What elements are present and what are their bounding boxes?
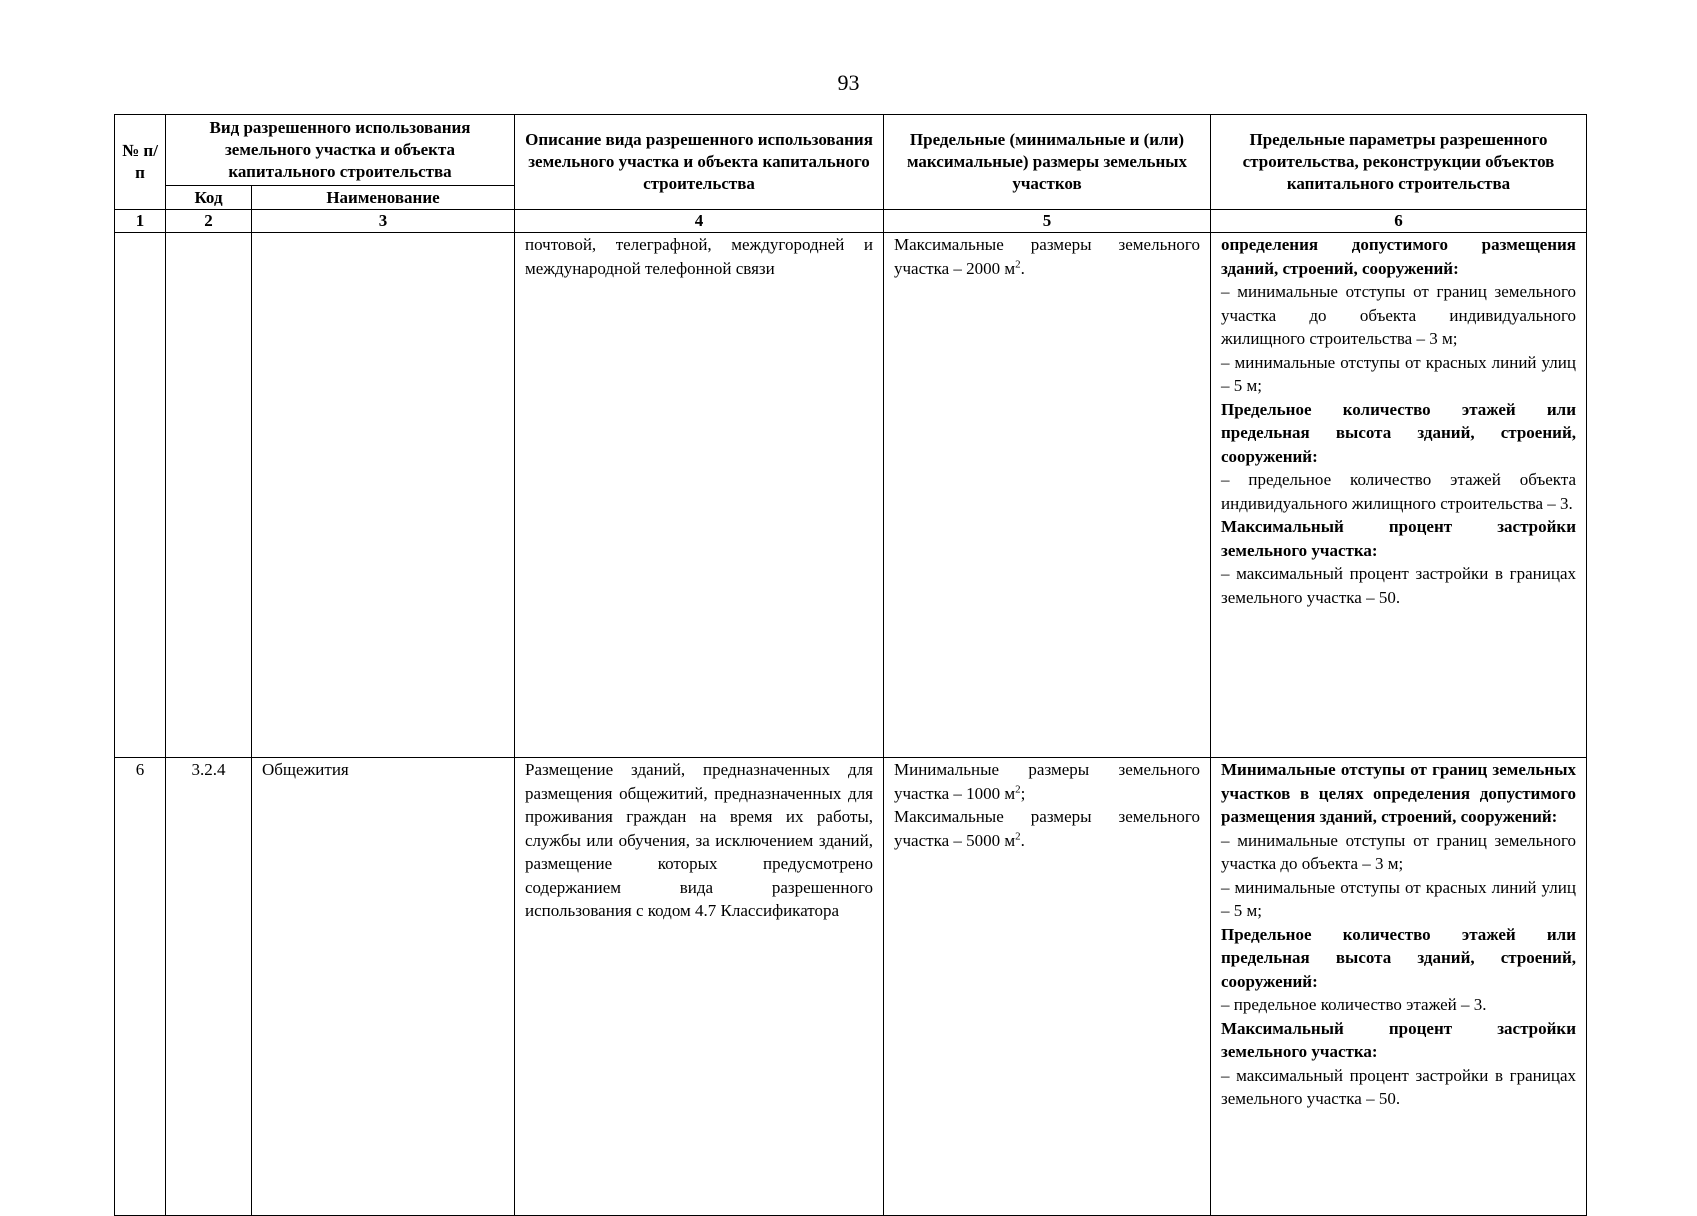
param-item: – минимальные отступы от границ земельного участка до объекта индивидуального жилищного строительства – 3 м; — [1221, 282, 1576, 348]
param-item: – минимальные отступы от границ земельного участка до объекта – 3 м; — [1221, 830, 1576, 873]
header-row — [115, 115, 1587, 186]
row-name: Общежития — [252, 758, 515, 1216]
table-row — [115, 233, 1587, 758]
header-code: Код — [166, 186, 252, 210]
param-heading: Максимальный процент застройки земельного участка: — [1221, 517, 1576, 560]
param-heading: определения допустимого размещения зданий, строений, сооружений: — [1221, 235, 1576, 278]
row-code — [166, 233, 252, 758]
table-row — [115, 758, 1587, 1216]
row-number: 6 — [115, 758, 166, 1216]
plot-size-line: Минимальные размеры земельного участка – 1000 $м^2$; — [894, 760, 1200, 803]
description-text: Размещение зданий, предназначенных для размещения общежитий, предназначенных для проживания граждан на время их работы, службы или обучения, за исключением зданий, размещение которых предусмотрено содержанием вида разрешенного использования с кодом 4.7 Классификатора — [525, 760, 873, 920]
column-number: 4 — [515, 210, 884, 233]
row-name — [252, 233, 515, 758]
column-number: 5 — [884, 210, 1211, 233]
description-text: почтовой, телеграфной, междугородней и международной телефонной связи — [525, 235, 873, 278]
param-heading: Максимальный процент застройки земельного участка: — [1221, 1018, 1576, 1061]
param-heading: Предельное количество этажей или предельная высота зданий, строений, сооружений: — [1221, 924, 1576, 991]
plot-size-line: Максимальные размеры земельного участка – 5000 $м^2$. — [894, 807, 1200, 850]
param-item: – предельное количество этажей – 3. — [1221, 995, 1487, 1014]
plot-size-line: Максимальные размеры земельного участка – 2000 $м^2$. — [894, 235, 1200, 278]
param-item: – максимальный процент застройки в границах земельного участка – 50. — [1221, 1065, 1576, 1108]
param-heading: Предельное количество этажей или предельная высота зданий, строений, сооружений: — [1221, 399, 1576, 466]
param-heading: Минимальные отступы от границ земельных участков в целях определения допустимого размещения зданий, строений, сооружений: — [1221, 760, 1576, 826]
row-plot-sizes — [884, 233, 1211, 758]
column-number: 2 — [166, 210, 252, 233]
column-numbers-row — [115, 210, 1587, 233]
header-build-params: Предельные параметры разрешенного строительства, реконструкции объектов капитального строительства — [1211, 115, 1587, 210]
param-item: – максимальный процент застройки в границах земельного участка – 50. — [1221, 564, 1576, 607]
param-item: – предельное количество этажей объекта индивидуального жилищного строительства – 3. — [1221, 470, 1576, 513]
header-name: Наименование — [252, 186, 515, 210]
row-description — [515, 233, 884, 758]
column-number: 6 — [1211, 210, 1587, 233]
row-build-params — [1211, 758, 1587, 1216]
column-number: 1 — [115, 210, 166, 233]
row-description — [515, 758, 884, 1216]
param-item: – минимальные отступы от красных линий улиц – 5 м; — [1221, 877, 1576, 920]
header-plot-sizes: Предельные (минимальные и (или) максимальные) размеры земельных участков — [884, 115, 1211, 210]
header-description: Описание вида разрешенного использования земельного участка и объекта капитального строительства — [515, 115, 884, 210]
row-number — [115, 233, 166, 758]
land-use-table — [114, 114, 1587, 1216]
header-use-type: Вид разрешенного использования земельного участка и объекта капитального строительства — [166, 115, 515, 186]
row-code: 3.2.4 — [166, 758, 252, 1216]
row-build-params — [1211, 233, 1587, 758]
header-num: № п/п — [115, 115, 166, 210]
column-number: 3 — [252, 210, 515, 233]
row-plot-sizes — [884, 758, 1211, 1216]
param-item: – минимальные отступы от красных линий улиц – 5 м; — [1221, 352, 1576, 395]
page-number: 93 — [837, 70, 860, 95]
